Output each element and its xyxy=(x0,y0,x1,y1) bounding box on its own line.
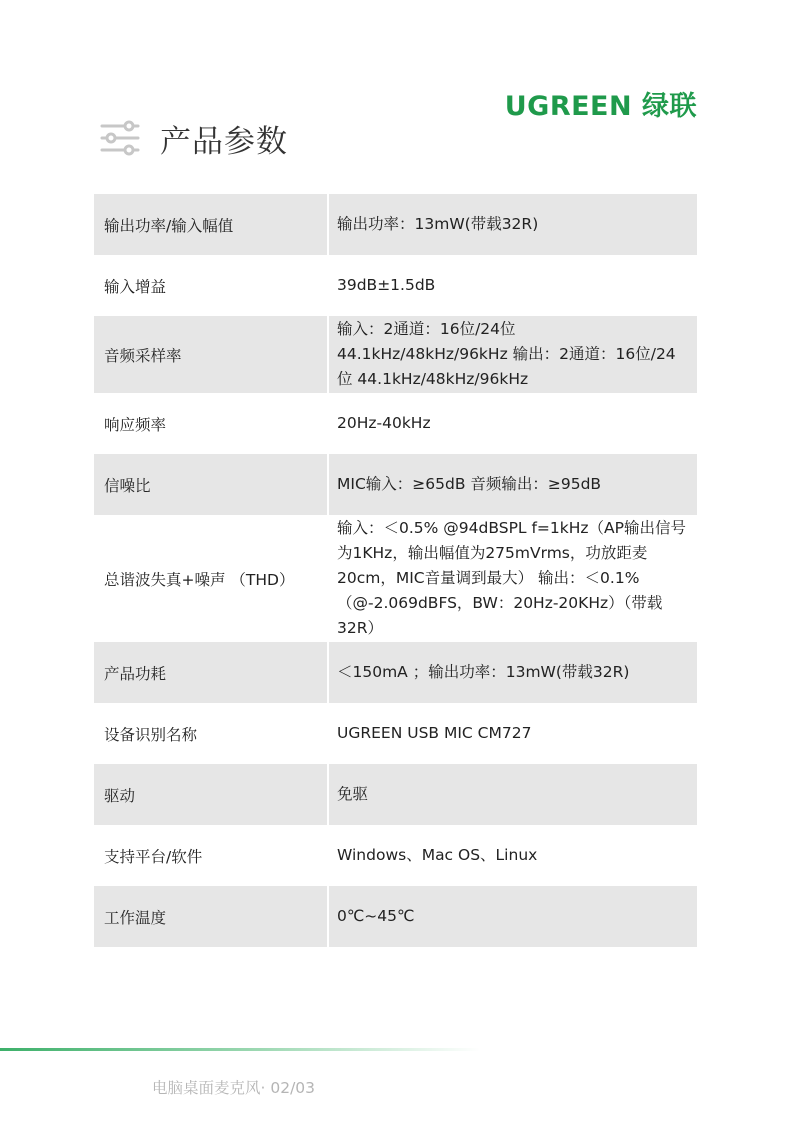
spec-value: 39dB±1.5dB xyxy=(337,276,436,294)
spec-key: 输入增益 xyxy=(104,277,167,296)
spec-row xyxy=(94,454,697,515)
spec-value: 输入：2通道：16位/24位 44.1kHz/48kHz/96kHz 输出：2通道：16位/24位 44.1kHz/48kHz/96kHz xyxy=(327,316,689,393)
footer-divider xyxy=(0,1048,480,1051)
spec-row xyxy=(94,703,697,764)
spec-key: 设备识别名称 xyxy=(104,725,198,744)
spec-key: 信噪比 xyxy=(104,476,151,495)
spec-row xyxy=(94,886,697,947)
spec-row xyxy=(94,764,697,825)
sliders-icon xyxy=(100,118,140,158)
spec-value: Windows、Mac OS、Linux xyxy=(337,846,538,864)
spec-value: 输出功率：13mW(带载32R) xyxy=(327,194,689,255)
spec-key: 响应频率 xyxy=(104,415,167,434)
spec-value: 20Hz-40kHz xyxy=(337,414,431,432)
spec-row xyxy=(94,194,697,255)
spec-key: 支持平台/软件 xyxy=(104,847,203,866)
page-title: 产品参数 xyxy=(160,123,288,160)
spec-row xyxy=(94,255,697,316)
spec-table xyxy=(94,194,697,947)
spec-key: 音频采样率 xyxy=(104,346,182,365)
spec-key: 总谐波失真+噪声 （THD） xyxy=(104,570,295,589)
spec-row xyxy=(94,393,697,454)
spec-key: 产品功耗 xyxy=(104,664,167,683)
spec-row xyxy=(94,642,697,703)
spec-value: 0℃~45℃ xyxy=(327,886,689,947)
spec-key: 输出功率/输入幅值 xyxy=(104,216,234,235)
spec-row xyxy=(94,316,697,393)
spec-key: 工作温度 xyxy=(104,908,167,927)
spec-row xyxy=(94,515,697,642)
spec-value: 输入：＜0.5% @94dBSPL f=1kHz（AP输出信号为1KHz，输出幅值为275mVrms，功放距麦20cm，MIC音量调到最大） 输出：＜0.1%（@-2.069dBFS，BW：20Hz-20KHz）（带载32R） xyxy=(337,519,687,637)
spec-value: UGREEN USB MIC CM727 xyxy=(337,724,532,742)
section-header xyxy=(100,118,288,158)
spec-row xyxy=(94,825,697,886)
spec-key: 驱动 xyxy=(104,786,136,805)
spec-value: ＜150mA ；输出功率：13mW(带载32R) xyxy=(327,642,689,703)
spec-value: MIC输入：≥65dB 音频输出：≥95dB xyxy=(327,454,689,515)
page-footer: 电脑桌面麦克风· 02/03 xyxy=(152,1079,316,1097)
spec-value: 免驱 xyxy=(327,764,689,825)
brand-logo: UGREEN 绿联 xyxy=(504,91,697,122)
